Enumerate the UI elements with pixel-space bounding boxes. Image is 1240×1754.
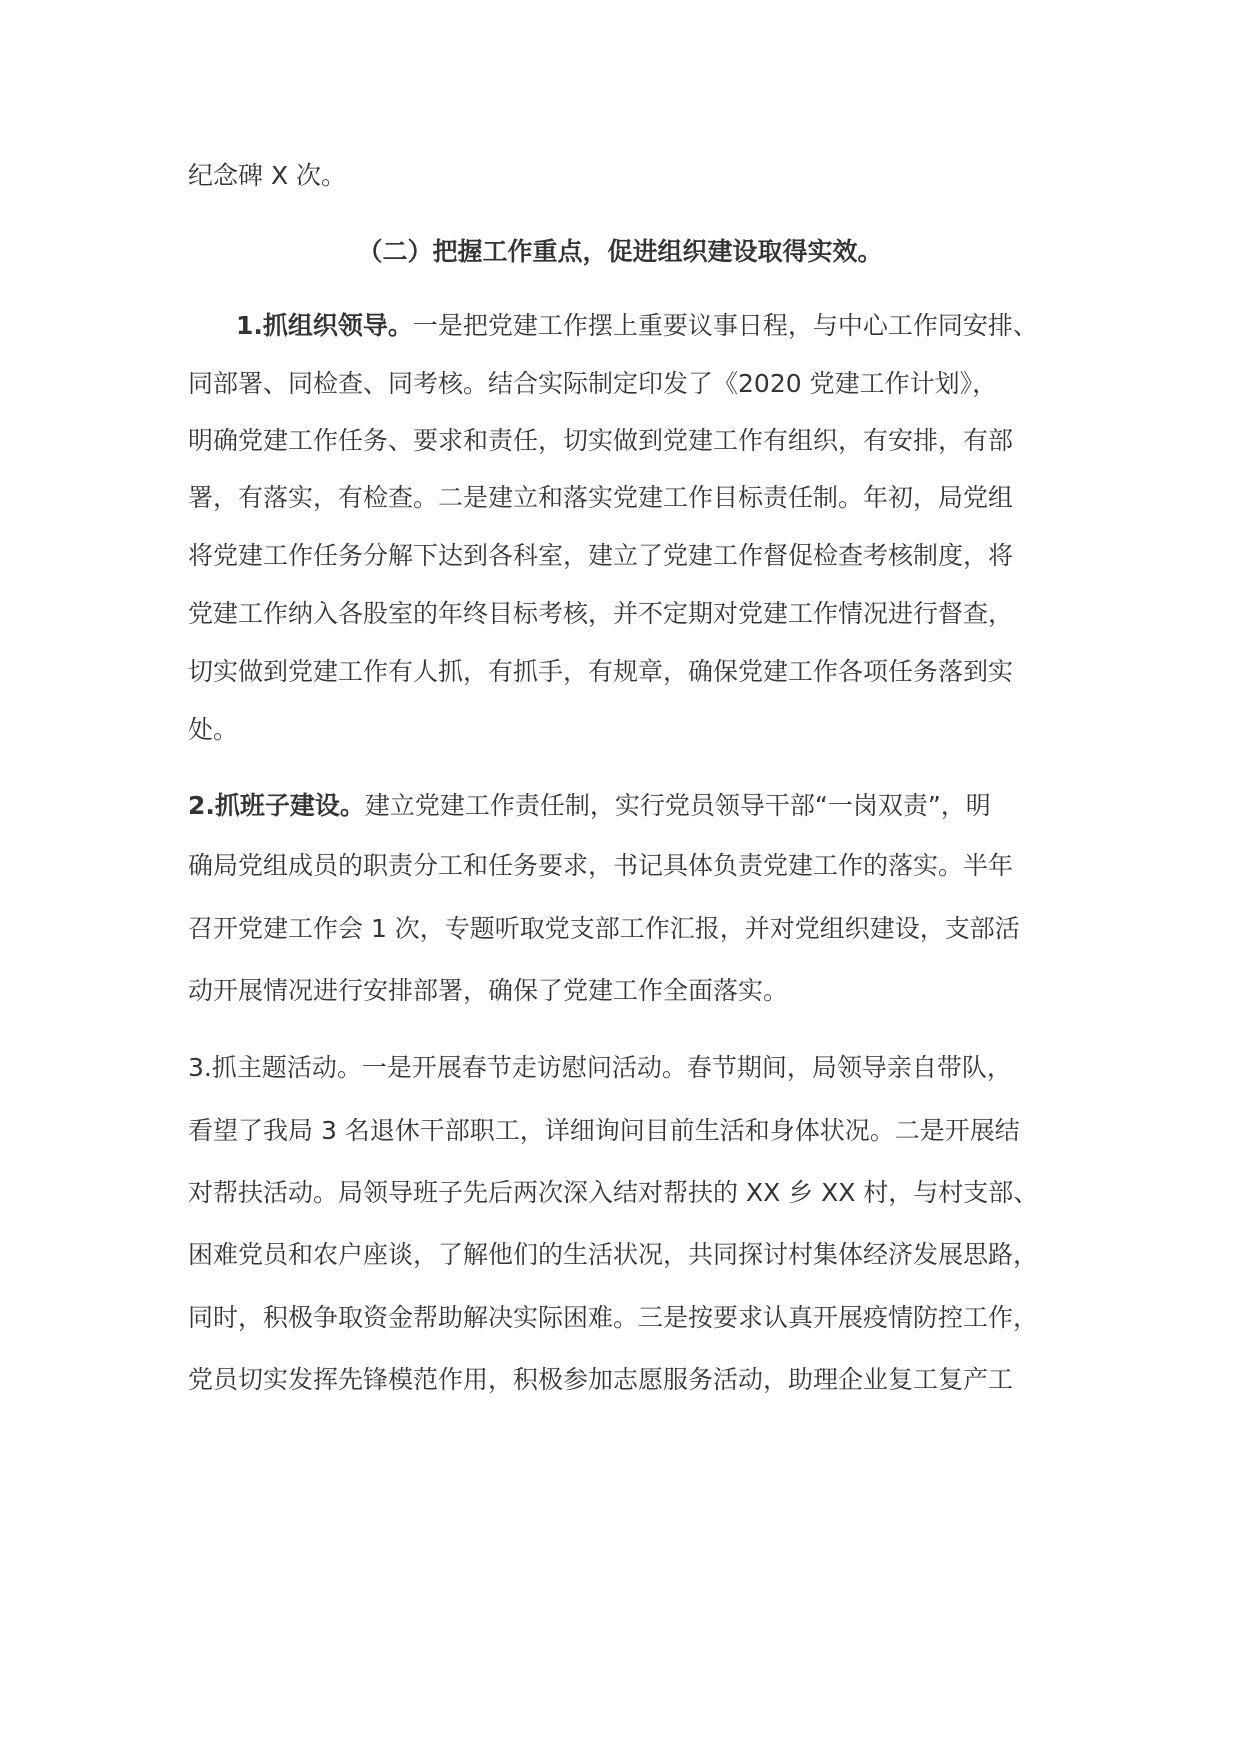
paragraph-2-first-line (188, 790, 991, 822)
text-line: 同时，积极争取资金帮助解决实际困难。三是按要求认真开展疫情防控工作， (188, 1303, 1039, 1332)
paragraph-1-title: 1.抓组织领导。 (236, 311, 413, 340)
paragraph-1-first-line (236, 310, 1038, 342)
text-line: 切实做到党建工作有人抓，有抓手，有规章，确保党建工作各项任务落到实 (188, 657, 1014, 686)
text-line: 对帮扶活动。局领导班子先后两次深入结对帮扶的 XX 乡 XX 村，与村支部、 (188, 1178, 1039, 1207)
text-line: 3.抓主题活动。一是开展春节走访慰问活动。春节期间，局领导亲自带队， (188, 1053, 1012, 1082)
paragraph-2-title: 2.抓班子建设。 (188, 791, 365, 820)
text-line: 将党建工作任务分解下达到各科室，建立了党建工作督促检查考核制度，将 (188, 541, 1014, 570)
paragraph-1-text: 一是把党建工作摆上重要议事日程，与中心工作同安排、 (412, 311, 1038, 340)
text-line: 署，有落实，有检查。二是建立和落实党建工作目标责任制。年初，局党组 (188, 483, 1014, 512)
text-line: 党建工作纳入各股室的年终目标考核，并不定期对党建工作情况进行督查， (188, 599, 1014, 628)
text-line: 明确党建工作任务、要求和责任，切实做到党建工作有组织，有安排，有部 (188, 426, 1014, 455)
text-line: 确局党组成员的职责分工和任务要求，书记具体负责党建工作的落实。半年 (188, 851, 1014, 880)
section-heading: （二）把握工作重点，促进组织建设取得实效。 (357, 237, 883, 266)
text-line: 同部署、同检查、同考核。结合实际制定印发了《2020 党建工作计划》， (188, 369, 998, 398)
text-line: 党员切实发挥先锋模范作用，积极参加志愿服务活动，助理企业复工复产工 (188, 1365, 1014, 1394)
text-line: 处。 (188, 715, 239, 744)
text-line: 看望了我局 3 名退休干部职工，详细询问目前生活和身体状况。二是开展结 (188, 1116, 1020, 1145)
paragraph-2-text: 建立党建工作责任制，实行党员领导干部“一岗双责”，明 (364, 791, 991, 820)
text-line: 纪念碑 X 次。 (188, 161, 347, 190)
text-line: 召开党建工作会 1 次，专题听取党支部工作汇报，并对党组织建设，支部活 (188, 914, 1020, 943)
text-line: 动开展情况进行安排部署，确保了党建工作全面落实。 (188, 976, 789, 1005)
text-line: 困难党员和农户座谈，了解他们的生活状况，共同探讨村集体经济发展思路， (188, 1240, 1039, 1269)
